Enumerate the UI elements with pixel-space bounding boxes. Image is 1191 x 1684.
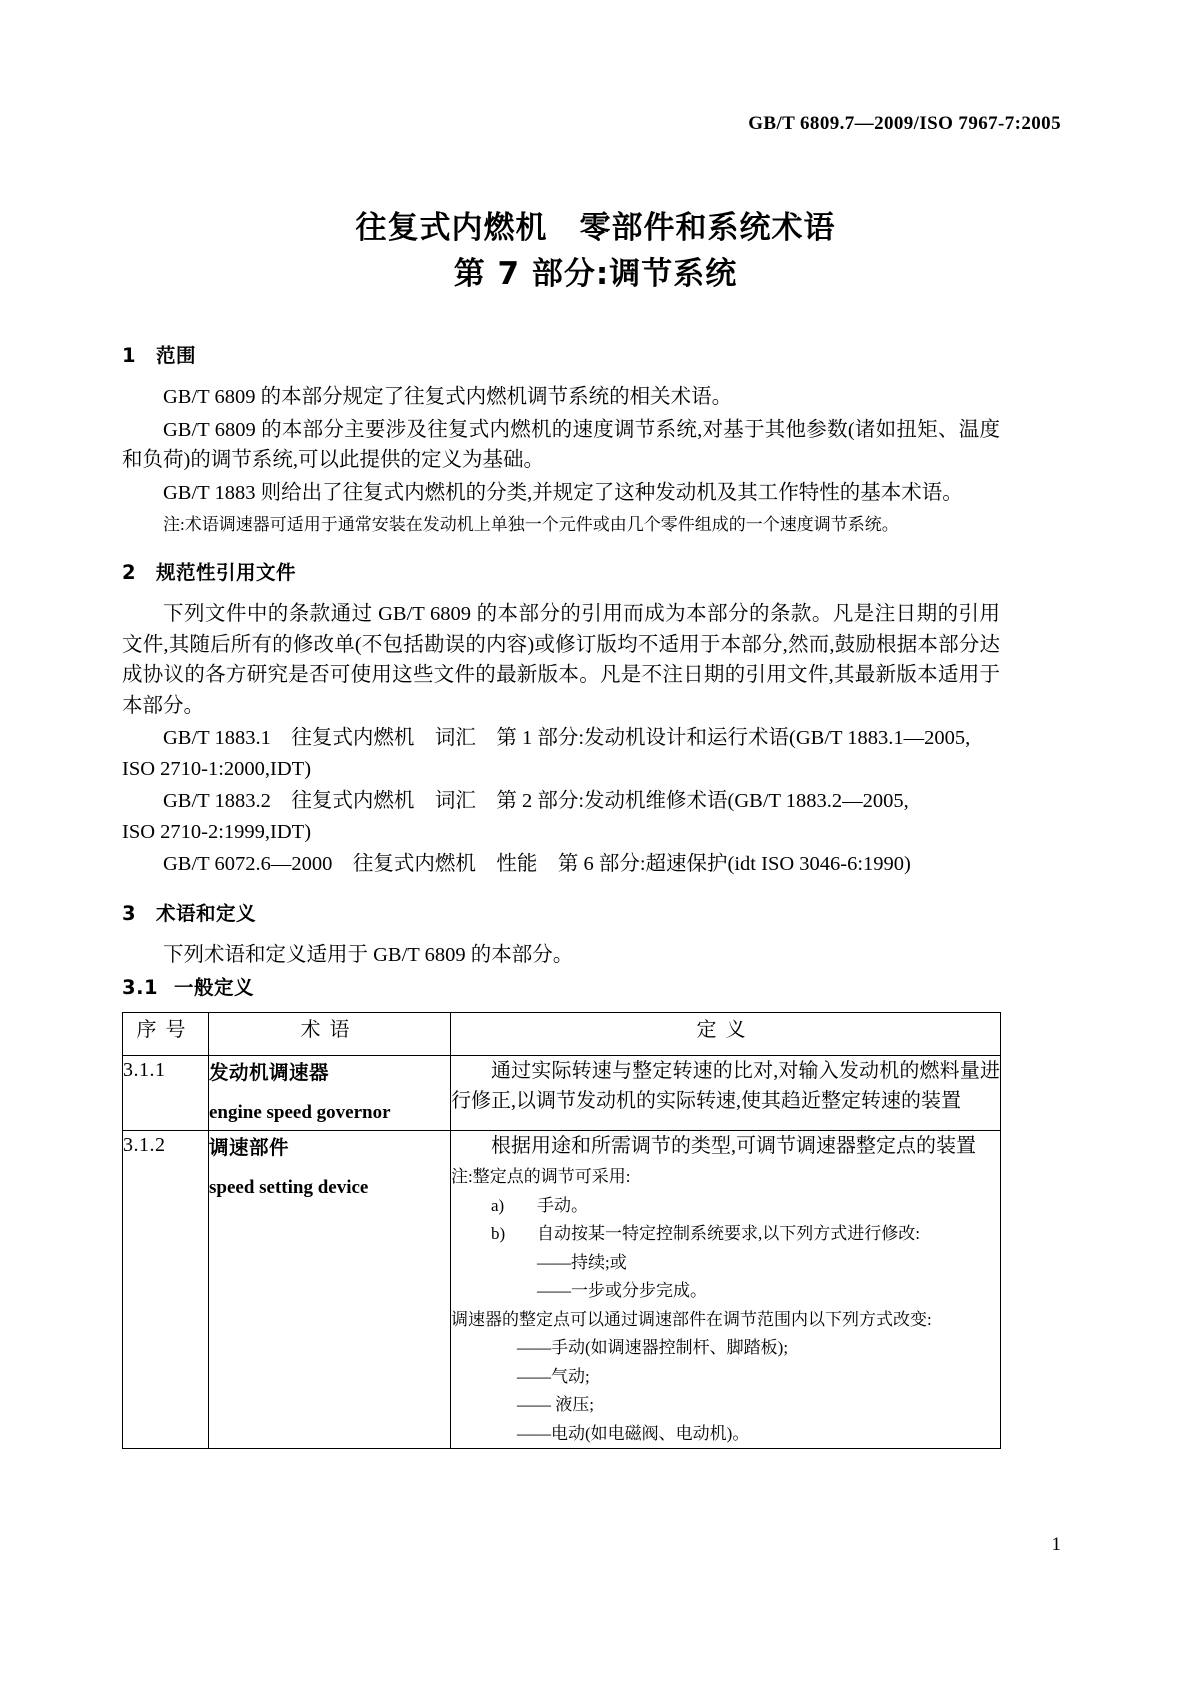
table-row [123,1056,1001,1131]
column-header-no: 序号 [123,1013,209,1056]
normative-reference-3-text: GB/T 6072.6—2000 往复式内燃机 性能 第 6 部分:超速保护(idt ISO 3046-6:1990) [163,853,911,875]
normative-reference-2-line-1: GB/T 1883.2 往复式内燃机 词汇 第 2 部分:发动机维修术语(GB/T 1883.2—2005, [163,790,909,812]
section-3-number: 3 [122,901,137,925]
definition-continuation: 调速器的整定点可以通过调速部件在调节范围内以下列方式改变: [451,1309,932,1329]
list-marker: b) [491,1224,506,1243]
title-line-1: 往复式内燃机 零部件和系统术语 [355,210,836,246]
section-1-title: 范围 [156,344,197,367]
normative-reference-2-line-2: ISO 2710-2:1999,IDT) [122,820,312,843]
section-2-heading [122,557,1000,585]
document-title [0,205,1191,297]
section-3-1-title: 一般定义 [174,976,255,999]
definition-text: 根据用途和所需调节的类型,可调节调速器整定点的装置 [491,1135,976,1157]
section-1-number: 1 [122,344,137,367]
section-2-title: 规范性引用文件 [156,561,297,584]
definition-method: ——手动(如调速器控制杆、脚踏板); [517,1338,789,1357]
normative-reference-3 [122,849,1000,880]
definition-cell [451,1131,1001,1449]
section-1-heading [122,340,1000,368]
definition-sub-dash: ——一步或分步完成。 [537,1281,707,1300]
term-cell [209,1056,451,1131]
definition-method: ——电动(如电磁阀、电动机)。 [517,1423,750,1443]
list-item-text: 自动按某一特定控制系统要求,以下列方式进行修改: [537,1224,920,1243]
running-head: GB/T 6809.7—2009/ISO 7967-7:2005 [748,113,1061,134]
list-item-text: 手动。 [537,1195,588,1215]
column-header-term: 术语 [209,1013,451,1056]
section-3-heading [122,898,1000,926]
section-3-1-number: 3.1 [122,976,159,999]
normative-reference-1 [122,723,1000,784]
term-chinese: 发动机调速器 [209,1061,330,1084]
definition-sub-dash: ——持续;或 [537,1252,627,1272]
definition-cell [451,1056,1001,1131]
definition-list-item [451,1220,1000,1249]
title-line-2: 第 7 部分:调节系统 [453,256,738,292]
section-3-1-heading [122,972,1000,1000]
normative-reference-2 [122,786,1000,847]
table-header-row [123,1013,1001,1056]
definition-list-item [451,1192,1000,1221]
term-chinese: 调速部件 [209,1136,290,1159]
definition-text: 通过实际转速与整定转速的比对,对输入发动机的燃料量进行修正,以调节发动机的实际转速,使其趋近整定转速的装置 [451,1060,1000,1112]
term-cell [209,1131,451,1449]
normative-reference-1-line-1: GB/T 1883.1 往复式内燃机 词汇 第 1 部分:发动机设计和运行术语(GB/T 1883.1—2005, [163,727,971,749]
section-1-paragraph-3: GB/T 1883 则给出了往复式内燃机的分类,并规定了这种发动机及其工作特性的基本术语。 [163,481,963,504]
list-marker: a) [491,1195,505,1215]
section-1-paragraph-2: GB/T 6809 的本部分主要涉及往复式内燃机的速度调节系统,对基于其他参数(诸如扭矩、温度和负荷)的调节系统,可以此提供的定义为基础。 [122,418,1000,471]
section-2-number: 2 [122,561,137,584]
document-body [122,340,1000,1449]
section-3-title: 术语和定义 [156,901,257,925]
term-english: engine speed governor [209,1102,391,1123]
column-header-definition: 定义 [451,1013,1001,1056]
section-1-note: 注:术语调速器可适用于通常安装在发动机上单独一个元件或由几个零件组成的一个速度调节系统。 [163,515,899,534]
section-1-paragraph-1: GB/T 6809 的本部分规定了往复式内燃机调节系统的相关术语。 [163,386,733,408]
page-number: 1 [1051,1534,1061,1555]
term-number: 3.1.2 [123,1131,209,1449]
terms-table [122,1012,1001,1449]
table-row [123,1131,1001,1449]
definition-note-intro: 注:整定点的调节可采用: [451,1167,631,1186]
section-3-paragraph-1: 下列术语和定义适用于 GB/T 6809 的本部分。 [163,943,574,966]
term-english: speed setting device [209,1177,369,1198]
section-2-paragraph-1: 下列文件中的条款通过 GB/T 6809 的本部分的引用而成为本部分的条款。凡是注日期的引用文件,其随后所有的修改单(不包括勘误的内容)或修订版均不适用于本部分,然而,鼓励根据本部分达成协议的各方研究是否可使用这些文件的最新版本。凡是不注日期的引用文件,其最新版本适用于本部分。 [122,603,1000,717]
term-number: 3.1.1 [123,1056,209,1131]
definition-method: —— 液压; [517,1395,594,1414]
normative-reference-1-line-2: ISO 2710-1:2000,IDT) [122,757,312,780]
definition-method: ——气动; [517,1366,590,1386]
